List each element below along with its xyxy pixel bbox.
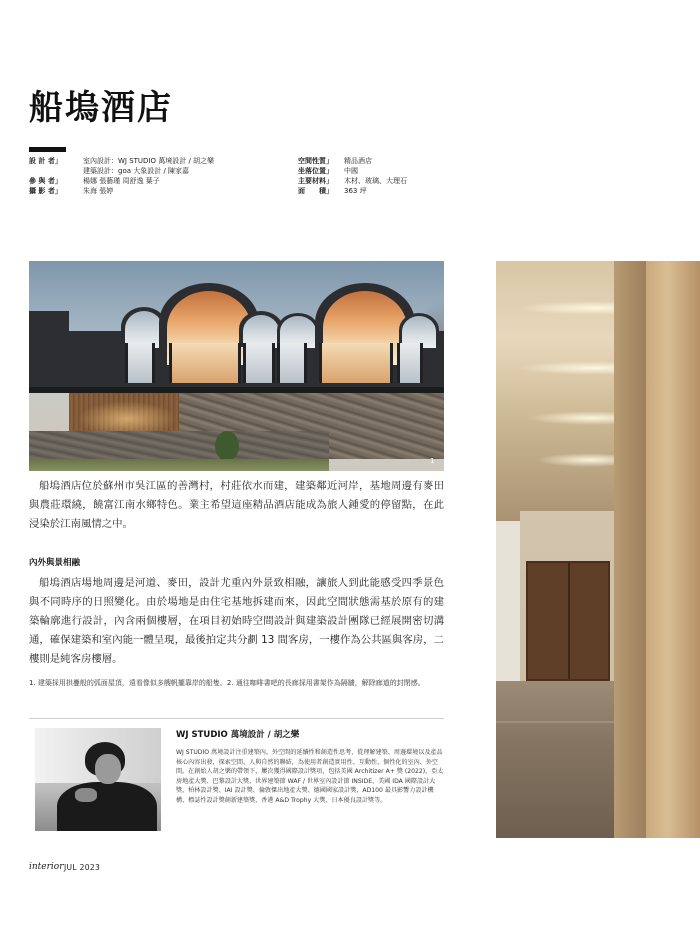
article-title: 船塢酒店 — [29, 88, 173, 128]
credit-row-area — [298, 186, 498, 196]
photo-path — [329, 459, 444, 471]
photo-low-stone-wall — [29, 431, 329, 461]
corridor-light — [536, 453, 626, 467]
section-heading: 內外與景相融 — [29, 558, 81, 568]
credit-row-architect — [29, 166, 279, 176]
photo-window — [243, 343, 275, 383]
corridor-photo — [496, 261, 700, 838]
body-paragraph-1: 船塢酒店位於蘇州市吳江區的善灣村，村莊依水而建，建築鄰近河岸，基地周邊有麥田與農莊環繞，饒富江南水鄉特色。業主希望這座精品酒店能成為旅人鍾愛的停留點，在此浸染於江南風情之中。 — [29, 480, 444, 530]
photo-window — [397, 343, 423, 383]
credit-row-participants — [29, 176, 279, 186]
issue-date: JUL 2023 — [64, 863, 101, 872]
credit-row-materials — [298, 176, 498, 186]
credit-value: 楊娜 張藝瑾 周舒逸 葉子 — [83, 177, 160, 185]
credit-key: 坐落位置」 — [298, 167, 333, 175]
credit-value: 363 坪 — [344, 187, 367, 195]
credit-key: 主要材料」 — [298, 177, 333, 185]
credits-left — [29, 156, 279, 196]
photo-shrub — [215, 431, 239, 461]
credit-value: 精品酒店 — [344, 157, 372, 165]
body-paragraph-2: 船塢酒店場地周邊是河道、麥田，設計尤重內外景致相融，讓旅人到此能感受四季景色與不同時序的日照變化。由於場地是由住宅基地拆建而來，因此空間狀態需基於原有的建築輪廓進行設計，內含兩個樓層，在項目初始時空間設計與建築設計團隊已經展開密切溝通，確保建築和室內能一體呈現，最後拍定共分劃 13 間客房，一樓作為公共區與客房，二樓則是純客房樓層。 — [29, 577, 444, 665]
credits-right — [298, 156, 498, 196]
credit-value: 室內設計：WJ STUDIO 萬境設計 / 胡之樂 — [83, 157, 215, 165]
credit-row-location — [298, 166, 498, 176]
credit-value: 建築設計：goa 大象設計 / 陳家嘉 — [83, 167, 190, 175]
credit-value: 朱海 張婷 — [83, 187, 114, 195]
designer-portrait — [35, 728, 161, 831]
credit-row-designer — [29, 156, 279, 166]
photo-roof-arch — [399, 313, 439, 347]
credit-row-photographer — [29, 186, 279, 196]
designer-bio: WJ STUDIO 萬境設計注重建築內、外空間的延續性和創造性思考，從理解建築、周邊環境以及產品核心內容出發，探索空間、人與自然的聯結，為使用者創造實用性、互動性、個性化的室內、外空間。在創始人胡之樂的帶領下，屢次獲得國際設計獎項，包括美國 Architizer A+ 獎 (2022)、亞太房地產大獎、巴黎設計大獎、世界建築節 WAF / 世界室內設計節 INSIDE、美國 IDA 國際設計大獎、柏林設計獎、IAI 設計獎、倫敦傑出地產大獎、德國國家設計獎、AD100 最具影響力設計機構、標誌性設計獎創新建築獎、香港 A&D Trophy 大獎、日本優良設計獎等。 — [176, 749, 444, 804]
credit-value: 中國 — [344, 167, 358, 175]
credit-row-space-type — [298, 156, 498, 166]
photo-number: 1 — [430, 457, 435, 465]
photo-window — [125, 343, 155, 383]
photo-window — [169, 343, 241, 383]
credit-value: 木材、玻璃、大理石 — [344, 177, 407, 185]
photo-window — [319, 343, 393, 383]
photo-caption: 1. 建築採用拱疊般的弧面屋頂，遠看像似多艘帆攏靠岸的船隻。2. 通往咖啡書吧的長廊採用書架作為隔牆，解除廊道的封閉感。 — [29, 679, 425, 687]
photo-roof-arch — [277, 313, 319, 347]
corridor-door — [526, 561, 610, 681]
credit-key: 參 與 者」 — [29, 177, 62, 185]
title-rule — [29, 147, 66, 152]
credit-key — [29, 166, 83, 176]
credit-key: 設 計 者」 — [29, 157, 62, 165]
photo-wood-glow — [77, 401, 177, 431]
section-divider — [29, 718, 444, 719]
magazine-logo: interior — [29, 862, 64, 872]
credit-key: 攝 影 者」 — [29, 187, 62, 195]
credit-key: 面 積」 — [298, 187, 333, 195]
photo-window — [277, 343, 307, 383]
credit-key: 空間性質」 — [298, 157, 333, 165]
designer-name: WJ STUDIO 萬境設計 / 胡之樂 — [176, 730, 300, 740]
hotel-exterior-photo — [29, 261, 444, 471]
corridor-right-panel — [646, 261, 700, 838]
